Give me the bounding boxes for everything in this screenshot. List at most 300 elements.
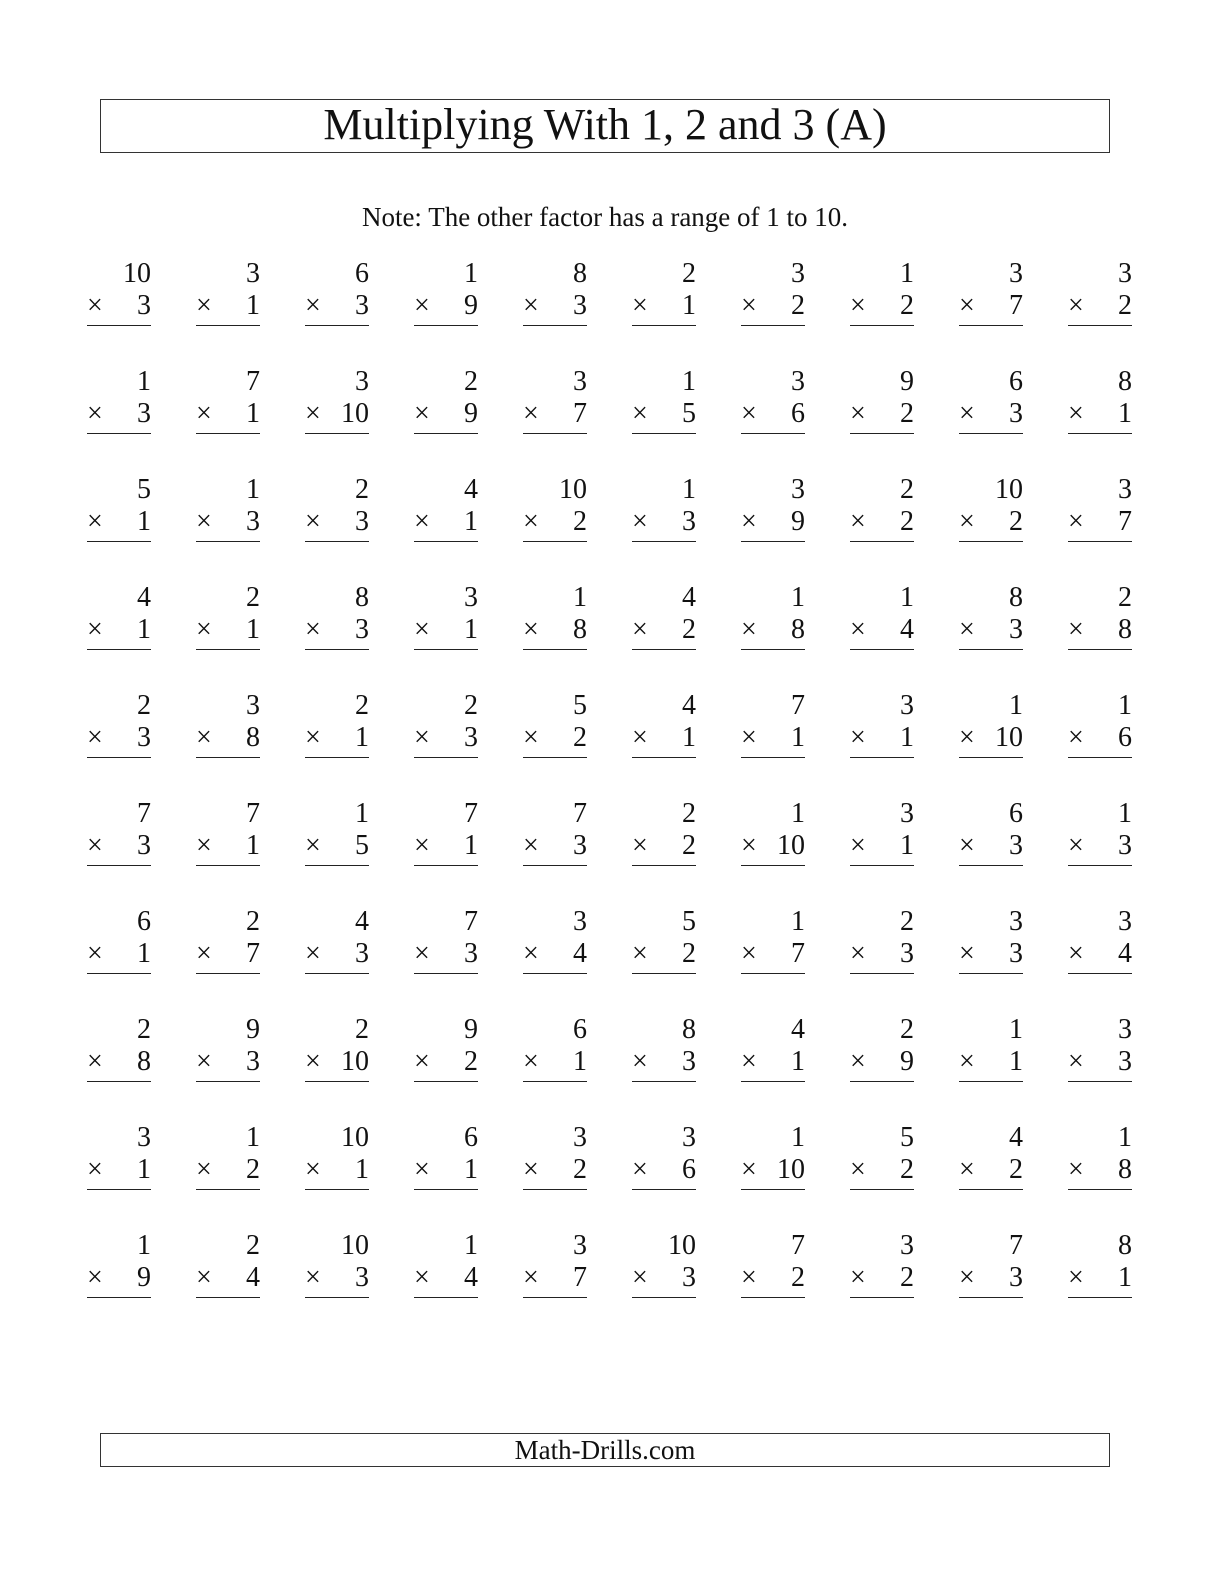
multiplication-problem [741,474,805,544]
multiplication-problem [523,258,587,328]
answer-line [850,649,914,650]
multiplication-problem [632,474,696,544]
top-factor: 1 [1118,1122,1132,1153]
bottom-factor: 1 [1118,398,1132,429]
times-sign: × [523,1154,539,1185]
bottom-factor: 3 [137,830,151,861]
answer-line [305,433,369,434]
answer-line [741,1297,805,1298]
bottom-factor: 1 [246,398,260,429]
multiplication-problem [741,582,805,652]
top-factor: 2 [1118,582,1132,613]
bottom-factor: 3 [355,938,369,969]
times-sign: × [196,1154,212,1185]
multiplication-problem [414,1122,478,1192]
top-factor: 3 [1118,906,1132,937]
top-factor: 2 [246,906,260,937]
top-factor: 6 [464,1122,478,1153]
top-factor: 1 [246,1122,260,1153]
multiplication-problem [959,798,1023,868]
times-sign: × [196,614,212,645]
times-sign: × [1068,1154,1084,1185]
bottom-factor: 1 [137,506,151,537]
top-factor: 9 [246,1014,260,1045]
bottom-factor: 3 [355,506,369,537]
times-sign: × [523,830,539,861]
multiplication-problem [87,258,151,328]
bottom-factor: 10 [341,1046,369,1077]
times-sign: × [414,722,430,753]
times-sign: × [741,938,757,969]
top-factor: 2 [682,798,696,829]
bottom-factor: 10 [995,722,1023,753]
times-sign: × [1068,614,1084,645]
answer-line [1068,973,1132,974]
bottom-factor: 1 [573,1046,587,1077]
answer-line [632,433,696,434]
answer-line [196,1189,260,1190]
multiplication-problem [850,1122,914,1192]
times-sign: × [632,398,648,429]
bottom-factor: 1 [137,614,151,645]
times-sign: × [1068,1046,1084,1077]
answer-line [305,1189,369,1190]
answer-line [305,1081,369,1082]
top-factor: 4 [464,474,478,505]
top-factor: 4 [791,1014,805,1045]
top-factor: 4 [1009,1122,1023,1153]
bottom-factor: 10 [341,398,369,429]
multiplication-problem [959,474,1023,544]
bottom-factor: 4 [1118,938,1132,969]
bottom-factor: 3 [464,722,478,753]
bottom-factor: 2 [464,1046,478,1077]
times-sign: × [1068,290,1084,321]
multiplication-problem [414,366,478,436]
bottom-factor: 10 [777,830,805,861]
times-sign: × [196,1046,212,1077]
bottom-factor: 1 [682,722,696,753]
times-sign: × [87,1262,103,1293]
bottom-factor: 3 [246,506,260,537]
bottom-factor: 9 [464,398,478,429]
answer-line [87,1297,151,1298]
answer-line [632,1297,696,1298]
answer-line [523,973,587,974]
bottom-factor: 1 [464,830,478,861]
bottom-factor: 4 [573,938,587,969]
times-sign: × [414,614,430,645]
bottom-factor: 3 [355,614,369,645]
top-factor: 3 [1118,474,1132,505]
top-factor: 8 [573,258,587,289]
top-factor: 1 [1118,690,1132,721]
bottom-factor: 8 [137,1046,151,1077]
bottom-factor: 3 [355,1262,369,1293]
bottom-factor: 2 [791,1262,805,1293]
top-factor: 7 [791,1230,805,1261]
top-factor: 1 [464,1230,478,1261]
top-factor: 7 [464,906,478,937]
answer-line [959,757,1023,758]
multiplication-problem [632,1014,696,1084]
bottom-factor: 6 [1118,722,1132,753]
top-factor: 7 [573,798,587,829]
top-factor: 3 [464,582,478,613]
bottom-factor: 8 [1118,614,1132,645]
bottom-factor: 1 [900,830,914,861]
multiplication-problem [741,798,805,868]
answer-line [1068,1297,1132,1298]
answer-line [1068,433,1132,434]
answer-line [87,649,151,650]
multiplication-problem [1068,258,1132,328]
times-sign: × [196,290,212,321]
multiplication-problem [850,582,914,652]
times-sign: × [632,938,648,969]
top-factor: 2 [246,1230,260,1261]
bottom-factor: 8 [791,614,805,645]
top-factor: 2 [137,1014,151,1045]
answer-line [741,1189,805,1190]
bottom-factor: 9 [464,290,478,321]
multiplication-problem [959,1122,1023,1192]
answer-line [741,541,805,542]
bottom-factor: 5 [355,830,369,861]
top-factor: 1 [682,366,696,397]
top-factor: 2 [900,1014,914,1045]
bottom-factor: 1 [682,290,696,321]
answer-line [414,1189,478,1190]
answer-line [414,1297,478,1298]
answer-line [305,541,369,542]
bottom-factor: 2 [1009,506,1023,537]
multiplication-problem [1068,582,1132,652]
multiplication-problem [414,582,478,652]
bottom-factor: 2 [791,290,805,321]
answer-line [632,973,696,974]
multiplication-problem [850,1230,914,1300]
top-factor: 6 [573,1014,587,1045]
answer-line [850,1297,914,1298]
multiplication-problem [523,906,587,976]
times-sign: × [414,1262,430,1293]
bottom-factor: 3 [682,1046,696,1077]
answer-line [196,433,260,434]
top-factor: 3 [791,366,805,397]
top-factor: 9 [900,366,914,397]
top-factor: 1 [137,366,151,397]
times-sign: × [632,614,648,645]
bottom-factor: 2 [900,290,914,321]
multiplication-problem [87,906,151,976]
top-factor: 1 [900,582,914,613]
multiplication-problem [1068,474,1132,544]
top-factor: 6 [355,258,369,289]
times-sign: × [850,614,866,645]
times-sign: × [87,614,103,645]
top-factor: 7 [1009,1230,1023,1261]
answer-line [305,973,369,974]
top-factor: 3 [1009,906,1023,937]
times-sign: × [196,1262,212,1293]
bottom-factor: 3 [246,1046,260,1077]
top-factor: 3 [1118,258,1132,289]
multiplication-problem [632,1230,696,1300]
top-factor: 1 [137,1230,151,1261]
multiplication-problem [850,1014,914,1084]
bottom-factor: 1 [246,830,260,861]
bottom-factor: 7 [1118,506,1132,537]
multiplication-problem [850,258,914,328]
top-factor: 1 [791,906,805,937]
bottom-factor: 3 [1009,614,1023,645]
multiplication-problem [414,690,478,760]
bottom-factor: 2 [573,722,587,753]
times-sign: × [523,506,539,537]
top-factor: 3 [1118,1014,1132,1045]
bottom-factor: 3 [137,722,151,753]
answer-line [632,757,696,758]
top-factor: 3 [682,1122,696,1153]
times-sign: × [1068,722,1084,753]
answer-line [87,973,151,974]
answer-line [414,649,478,650]
answer-line [850,433,914,434]
times-sign: × [305,722,321,753]
times-sign: × [87,1046,103,1077]
bottom-factor: 10 [777,1154,805,1185]
worksheet-title: Multiplying With 1, 2 and 3 (A) [100,99,1110,153]
answer-line [850,1189,914,1190]
times-sign: × [850,506,866,537]
times-sign: × [523,614,539,645]
bottom-factor: 1 [464,1154,478,1185]
bottom-factor: 3 [1009,830,1023,861]
bottom-factor: 2 [682,938,696,969]
top-factor: 1 [355,798,369,829]
multiplication-problem [959,1014,1023,1084]
top-factor: 3 [1009,258,1023,289]
bottom-factor: 4 [246,1262,260,1293]
bottom-factor: 1 [355,722,369,753]
multiplication-problem [196,906,260,976]
multiplication-problem [1068,1230,1132,1300]
bottom-factor: 8 [1118,1154,1132,1185]
top-factor: 5 [900,1122,914,1153]
answer-line [523,1297,587,1298]
answer-line [850,1081,914,1082]
times-sign: × [959,290,975,321]
top-factor: 1 [791,1122,805,1153]
top-factor: 8 [355,582,369,613]
answer-line [305,325,369,326]
times-sign: × [959,830,975,861]
bottom-factor: 4 [464,1262,478,1293]
answer-line [1068,1081,1132,1082]
times-sign: × [959,1046,975,1077]
top-factor: 2 [900,474,914,505]
bottom-factor: 7 [246,938,260,969]
multiplication-problem [632,366,696,436]
times-sign: × [523,398,539,429]
top-factor: 10 [341,1122,369,1153]
times-sign: × [305,398,321,429]
times-sign: × [632,722,648,753]
bottom-factor: 2 [900,398,914,429]
top-factor: 2 [464,366,478,397]
top-factor: 5 [137,474,151,505]
multiplication-problem [305,906,369,976]
top-factor: 3 [246,690,260,721]
multiplication-problem [959,906,1023,976]
multiplication-problem [1068,906,1132,976]
top-factor: 3 [246,258,260,289]
top-factor: 8 [682,1014,696,1045]
bottom-factor: 2 [573,1154,587,1185]
times-sign: × [850,1262,866,1293]
multiplication-problem [632,258,696,328]
multiplication-problem [523,1230,587,1300]
multiplication-problem [523,798,587,868]
bottom-factor: 3 [900,938,914,969]
times-sign: × [87,506,103,537]
answer-line [414,433,478,434]
bottom-factor: 3 [464,938,478,969]
times-sign: × [414,1046,430,1077]
top-factor: 10 [559,474,587,505]
answer-line [850,325,914,326]
times-sign: × [523,1046,539,1077]
multiplication-problem [632,582,696,652]
top-factor: 1 [791,798,805,829]
times-sign: × [959,722,975,753]
times-sign: × [850,722,866,753]
top-factor: 5 [682,906,696,937]
bottom-factor: 2 [682,614,696,645]
times-sign: × [305,614,321,645]
top-factor: 1 [464,258,478,289]
bottom-factor: 3 [355,290,369,321]
times-sign: × [87,830,103,861]
times-sign: × [1068,1262,1084,1293]
multiplication-problem [959,1230,1023,1300]
times-sign: × [1068,506,1084,537]
top-factor: 4 [682,582,696,613]
top-factor: 10 [668,1230,696,1261]
bottom-factor: 2 [900,1262,914,1293]
multiplication-problem [850,474,914,544]
multiplication-problem [414,258,478,328]
answer-line [523,865,587,866]
answer-line [87,1189,151,1190]
answer-line [959,973,1023,974]
top-factor: 3 [573,366,587,397]
multiplication-problem [1068,690,1132,760]
top-factor: 3 [900,798,914,829]
bottom-factor: 7 [573,398,587,429]
times-sign: × [959,1154,975,1185]
bottom-factor: 1 [900,722,914,753]
top-factor: 7 [246,366,260,397]
answer-line [196,1297,260,1298]
top-factor: 7 [791,690,805,721]
multiplication-problem [305,1014,369,1084]
bottom-factor: 5 [682,398,696,429]
multiplication-problem [741,906,805,976]
multiplication-problem [414,1230,478,1300]
multiplication-problem [87,690,151,760]
top-factor: 8 [1118,1230,1132,1261]
multiplication-problem [1068,1014,1132,1084]
bottom-factor: 9 [791,506,805,537]
multiplication-problem [523,1014,587,1084]
times-sign: × [959,614,975,645]
answer-line [523,325,587,326]
multiplication-problem [523,690,587,760]
bottom-factor: 1 [355,1154,369,1185]
answer-line [196,973,260,974]
times-sign: × [741,290,757,321]
multiplication-problem [850,906,914,976]
top-factor: 1 [1118,798,1132,829]
multiplication-problem [850,798,914,868]
times-sign: × [196,722,212,753]
bottom-factor: 3 [573,830,587,861]
times-sign: × [305,506,321,537]
multiplication-problem [305,1122,369,1192]
top-factor: 2 [682,258,696,289]
top-factor: 2 [355,1014,369,1045]
multiplication-problem [196,1230,260,1300]
top-factor: 3 [573,1122,587,1153]
multiplication-problem [959,582,1023,652]
answer-line [87,541,151,542]
answer-line [850,973,914,974]
top-factor: 3 [791,258,805,289]
bottom-factor: 2 [573,506,587,537]
multiplication-problem [196,474,260,544]
bottom-factor: 9 [137,1262,151,1293]
answer-line [305,757,369,758]
times-sign: × [741,830,757,861]
times-sign: × [196,830,212,861]
top-factor: 1 [1009,690,1023,721]
top-factor: 2 [355,690,369,721]
multiplication-problem [523,582,587,652]
top-factor: 4 [682,690,696,721]
top-factor: 3 [791,474,805,505]
times-sign: × [741,614,757,645]
times-sign: × [1068,398,1084,429]
answer-line [523,1081,587,1082]
top-factor: 2 [464,690,478,721]
times-sign: × [414,290,430,321]
times-sign: × [196,398,212,429]
top-factor: 10 [995,474,1023,505]
answer-line [959,1081,1023,1082]
multiplication-problem [414,1014,478,1084]
multiplication-problem [305,690,369,760]
answer-line [305,649,369,650]
top-factor: 1 [682,474,696,505]
answer-line [87,433,151,434]
answer-line [959,1297,1023,1298]
answer-line [305,865,369,866]
top-factor: 3 [137,1122,151,1153]
range-note: Note: The other factor has a range of 1 to 10. [361,202,849,232]
multiplication-problem [305,582,369,652]
